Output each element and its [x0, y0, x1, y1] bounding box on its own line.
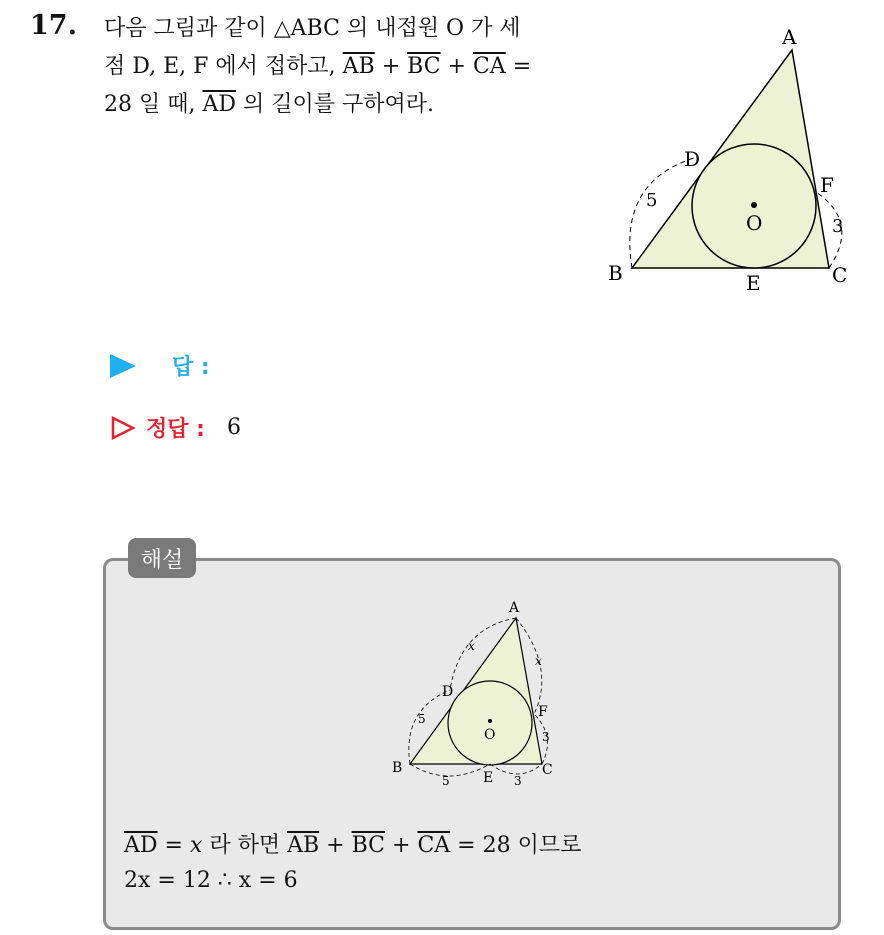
segment-ab: $\overline{AB}$	[342, 54, 375, 79]
center-dot	[488, 719, 492, 723]
question-number: 17.	[30, 10, 77, 41]
label-f: F	[538, 704, 548, 720]
equals-sign: =	[157, 833, 190, 858]
triangle-figure	[598, 22, 868, 302]
label-a: A	[509, 600, 520, 616]
center-dot	[751, 202, 757, 208]
solution-text-end: = 28 이므로	[450, 833, 582, 858]
correct-answer-row	[110, 412, 241, 443]
label-d: D	[442, 684, 454, 700]
label-length-bd: 5	[418, 712, 426, 726]
question-line-1: 다음 그림과 같이 △ABC 의 내접원 O 가 세	[104, 16, 521, 41]
label-o: O	[746, 211, 763, 235]
correct-answer-value: 6	[226, 415, 241, 440]
label-e: E	[746, 271, 761, 295]
answer-label: 답 :	[172, 355, 210, 380]
label-o: O	[484, 727, 496, 743]
equals-sign: =	[505, 54, 532, 79]
answer-row	[110, 350, 210, 381]
segment-ca: $\overline{CA}$	[472, 54, 506, 79]
explanation-figure	[388, 598, 568, 793]
question-line-2-pre: 점 D, E, F 에서 접하고,	[104, 54, 343, 79]
explanation-tag: 해설	[128, 538, 196, 578]
label-length-bd: 5	[646, 190, 658, 211]
question-line-3-pre: 28 일 때,	[104, 92, 203, 117]
label-c: C	[542, 762, 553, 778]
plus-sign: +	[440, 54, 473, 79]
label-b: B	[608, 261, 623, 285]
label-x-ad: x	[468, 639, 475, 653]
plus-sign: +	[385, 833, 418, 858]
segment-bc: $\overline{BC}$	[407, 54, 441, 79]
label-length-be: 5	[442, 774, 450, 788]
label-a: A	[782, 25, 797, 49]
question-line-3-post: 의 길이를 구하여라.	[236, 92, 435, 117]
label-e: E	[483, 770, 494, 786]
segment-ab: $\overline{AB}$	[287, 833, 320, 858]
label-length-ce: 3	[514, 774, 522, 788]
plus-sign: +	[319, 833, 352, 858]
label-length-cf: 3	[542, 730, 550, 744]
segment-ad: $\overline{AD}$	[202, 92, 237, 117]
segment-bc: $\overline{BC}$	[351, 833, 386, 858]
label-c: C	[832, 263, 848, 287]
solution-line-1	[124, 828, 581, 859]
question-line-3	[104, 86, 584, 124]
segment-ca: $\overline{CA}$	[417, 833, 451, 858]
plus-sign: +	[374, 54, 408, 79]
label-b: B	[392, 760, 403, 776]
solution-text: 라 하면	[202, 833, 288, 858]
question-text	[104, 10, 584, 124]
solution-line-2: 2x = 12 ∴ x = 6	[124, 868, 298, 893]
outline-arrow-icon	[110, 415, 136, 441]
dashed-arc-ce	[490, 764, 542, 774]
segment-ad: $\overline{AD}$	[124, 833, 158, 858]
dashed-arc-be	[410, 764, 490, 776]
correct-answer-label: 정답 :	[146, 417, 205, 442]
variable-x: x	[189, 833, 203, 858]
label-x-af: x	[535, 654, 542, 668]
label-length-cf: 3	[832, 216, 844, 237]
label-f: F	[820, 173, 834, 197]
label-d: D	[684, 147, 701, 171]
play-arrow-icon	[110, 354, 136, 378]
question-line-2	[104, 48, 584, 86]
